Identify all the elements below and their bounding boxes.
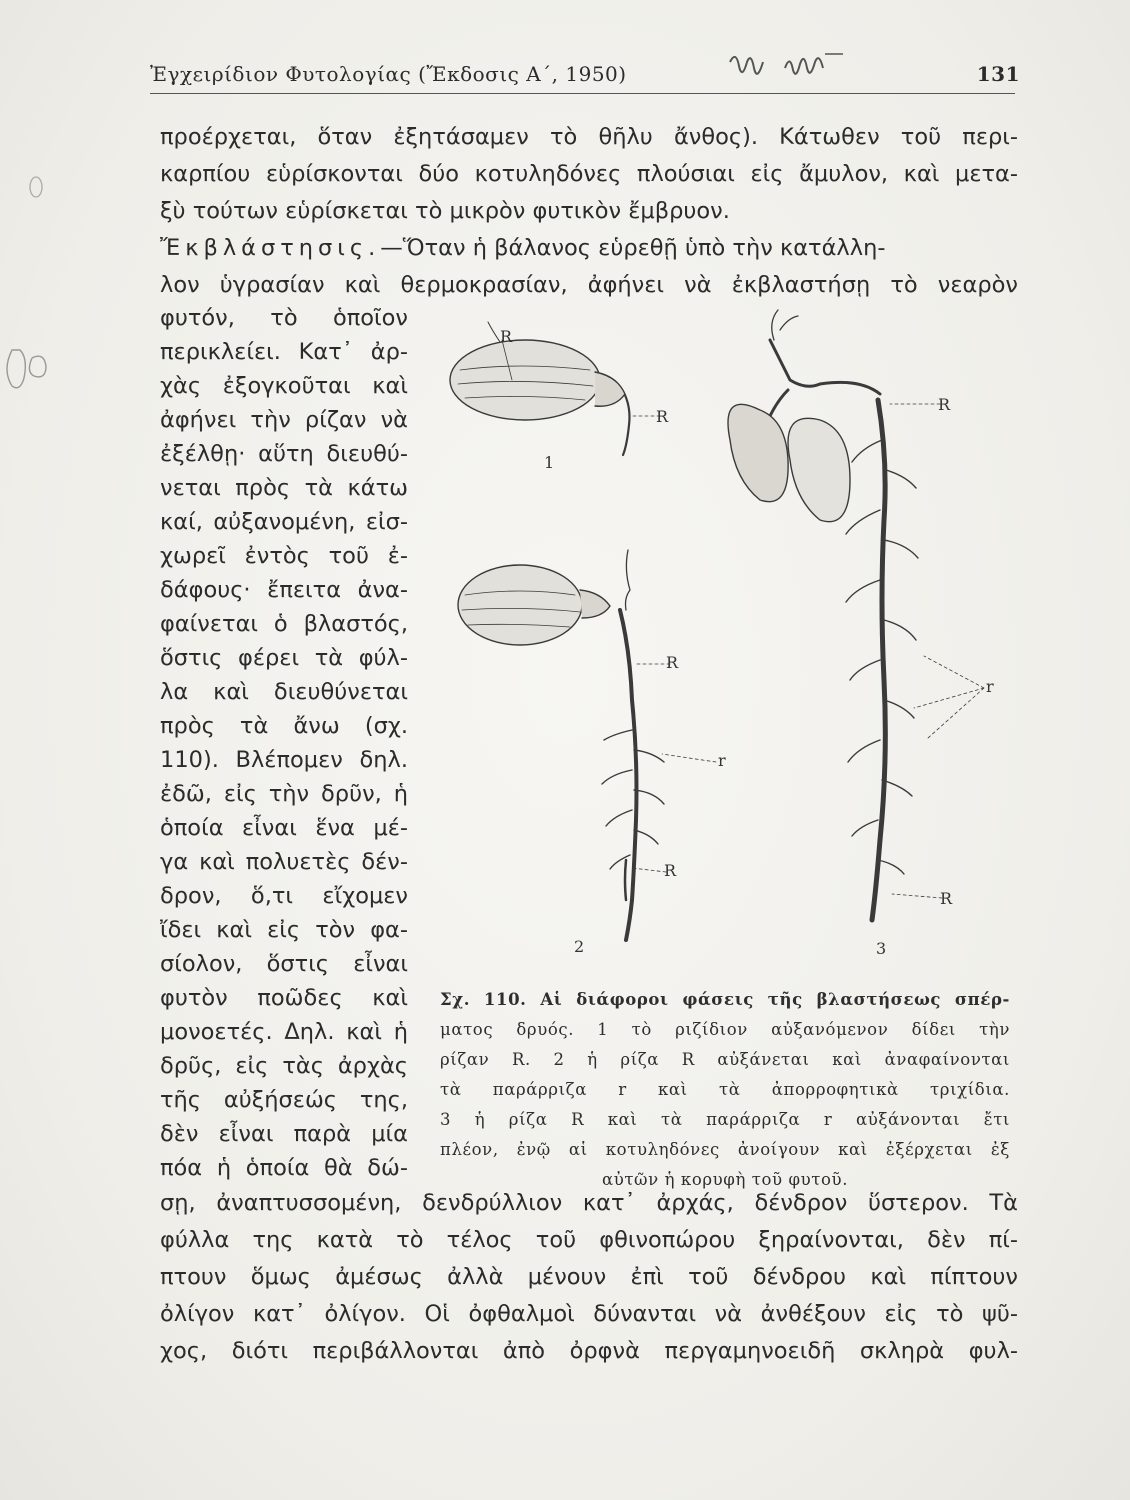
text-line: δρον, ὅ,τι εἴχομεν	[160, 883, 408, 909]
label-R: R	[664, 861, 677, 880]
caption-line: τὰ παράρριζα r καὶ τὰ ἀπορροφητικὰ τριχίδια.	[440, 1080, 1010, 1099]
text-line: μονοετές. Δηλ. καὶ ἡ	[160, 1019, 408, 1045]
label-R: R	[940, 889, 953, 908]
acorn-stage-1	[450, 322, 630, 455]
running-header	[150, 58, 1020, 94]
header-rule	[150, 93, 1015, 94]
section-line	[160, 233, 1018, 263]
text-line: φυτόν, τὸ ὁποῖον	[160, 305, 408, 331]
caption-line: 3 ἡ ρίζα R καὶ τὰ παράρριζα r αὐξάνονται ἔτι	[440, 1110, 1010, 1129]
text-line: σίολον, ὅστις εἶναι	[160, 951, 408, 977]
text-line: προέρχεται, ὅταν ἐξητάσαμεν τὸ θῆλυ ἄνθος). Κάτωθεν τοῦ περι-	[160, 124, 1018, 150]
text-line: ἐξέλθῃ· αὕτη διευθύ-	[160, 441, 408, 467]
text-line: χωρεῖ ἐντὸς τοῦ ἐ-	[160, 543, 408, 569]
page-number: 131	[976, 62, 1020, 86]
text-line: ὀλίγον κατ᾽ ὀλίγον. Οἱ ὀφθαλμοὶ δύνανται νὰ ἀνθέξουν εἰς τὸ ψῦ-	[160, 1301, 1018, 1327]
label-r: r	[718, 751, 726, 770]
caption-line: ρίζαν R. 2 ἡ ρίζα R αὐξάνεται καὶ ἀναφαίνονται	[440, 1050, 1010, 1069]
text-line: ὅστις φέρει τὰ φύλ-	[160, 645, 408, 671]
text-line: περικλείει. Κατ᾽ ἀρ-	[160, 339, 408, 365]
text-line: 110). Βλέπομεν δηλ.	[160, 747, 408, 773]
figure-acorn-germination	[420, 300, 1020, 970]
acorn-stage-3	[728, 310, 918, 920]
caption-line: ματος δρυός. 1 τὸ ριζίδιον αὐξανόμενον δίδει τὴν	[440, 1020, 1010, 1039]
text-line: λον ὑγρασίαν καὶ θερμοκρασίαν, ἀφήνει νὰ ἐκβλαστήσῃ τὸ νεαρὸν	[160, 272, 1018, 298]
text-line: τῆς αὐξήσεώς της,	[160, 1087, 408, 1113]
text-line: νεται πρὸς τὰ κάτω	[160, 475, 408, 501]
caption-line: αὐτῶν ἡ κορυφὴ τοῦ φυτοῦ.	[601, 1170, 849, 1189]
acorn-stage-2	[458, 550, 664, 940]
text-line: σῃ, ἀναπτυσσομένη, δενδρύλλιον κατ᾽ ἀρχάς, δένδρον ὕστερον. Τὰ	[160, 1190, 1018, 1216]
text-line: ἴδει καὶ εἰς τὸν φα-	[160, 917, 408, 943]
text-line: δὲν εἶναι παρὰ μία	[160, 1121, 408, 1147]
figure-number-label: 1	[544, 453, 555, 472]
section-heading: Ἔκβλάστησις.	[160, 235, 381, 261]
header-title: Ἐγχειρίδιον Φυτολογίας (Ἔκδοσις Α΄, 1950)	[150, 62, 627, 86]
label-r: r	[986, 677, 994, 696]
label-R: R	[938, 395, 951, 414]
text-line: φυτὸν ποῶδες καὶ	[160, 985, 408, 1011]
margin-mark	[26, 172, 46, 202]
section-line-text: —Ὅταν ἡ βάλανος εὑρεθῇ ὑπὸ τὴν κατάλλη-	[380, 235, 886, 261]
text-line: φύλλα της κατὰ τὸ τέλος τοῦ φθινοπώρου ξηραίνονται, δὲν πί-	[160, 1227, 1018, 1253]
figure-number-label: 2	[574, 937, 585, 956]
text-line: πρὸς τὰ ἄνω (σχ.	[160, 713, 408, 739]
text-line: φαίνεται ὁ βλαστός,	[160, 611, 408, 637]
margin-mark	[2, 338, 62, 398]
figure-number-label: 3	[876, 939, 887, 958]
text-line: γα καὶ πολυετὲς δέν-	[160, 849, 408, 875]
text-line: πόα ἡ ὁποία θὰ δώ-	[160, 1155, 408, 1181]
label-R: R	[656, 407, 669, 426]
text-line: χὰς ἐξογκοῦται καὶ	[160, 373, 408, 399]
text-line: καρπίου εὑρίσκονται δύο κοτυληδόνες πλούσιαι εἰς ἄμυλον, καὶ μετα-	[160, 161, 1018, 187]
text-line: χος, διότι περιβάλλονται ἀπὸ ὀρφνὰ περγαμηνοειδῆ σκληρὰ φυλ-	[160, 1338, 1018, 1364]
label-R: R	[666, 653, 679, 672]
handwritten-scribble	[725, 40, 875, 90]
text-line: λα καὶ διευθύνεται	[160, 679, 408, 705]
label-R: R	[500, 327, 513, 346]
text-line: ἀφήνει τὴν ρίζαν νὰ	[160, 407, 408, 433]
text-line: καί, αὐξανομένη, εἰσ-	[160, 509, 408, 535]
caption-line: πλέον, ἐνῷ αἱ κοτυληδόνες ἀνοίγουν καὶ ἐξέρχεται ἐξ	[440, 1140, 1010, 1159]
text-line: ξὺ τούτων εὑρίσκεται τὸ μικρὸν φυτικὸν ἔμβρυον.	[160, 198, 730, 224]
text-line: ἐδῶ, εἰς τὴν δρῦν, ἡ	[160, 781, 408, 807]
caption-line: Σχ. 110. Αἱ διάφοροι φάσεις τῆς βλαστήσεως σπέρ-	[440, 990, 1010, 1009]
text-line: πτουν ὅμως ἀμέσως ἀλλὰ μένουν ἐπὶ τοῦ δένδρου καὶ πίπτουν	[160, 1264, 1018, 1290]
text-line: δρῦς, εἰς τὰς ἀρχὰς	[160, 1053, 408, 1079]
text-line: δάφους· ἔπειτα ἀνα-	[160, 577, 408, 603]
text-line: ὁποία εἶναι ἕνα μέ-	[160, 815, 408, 841]
